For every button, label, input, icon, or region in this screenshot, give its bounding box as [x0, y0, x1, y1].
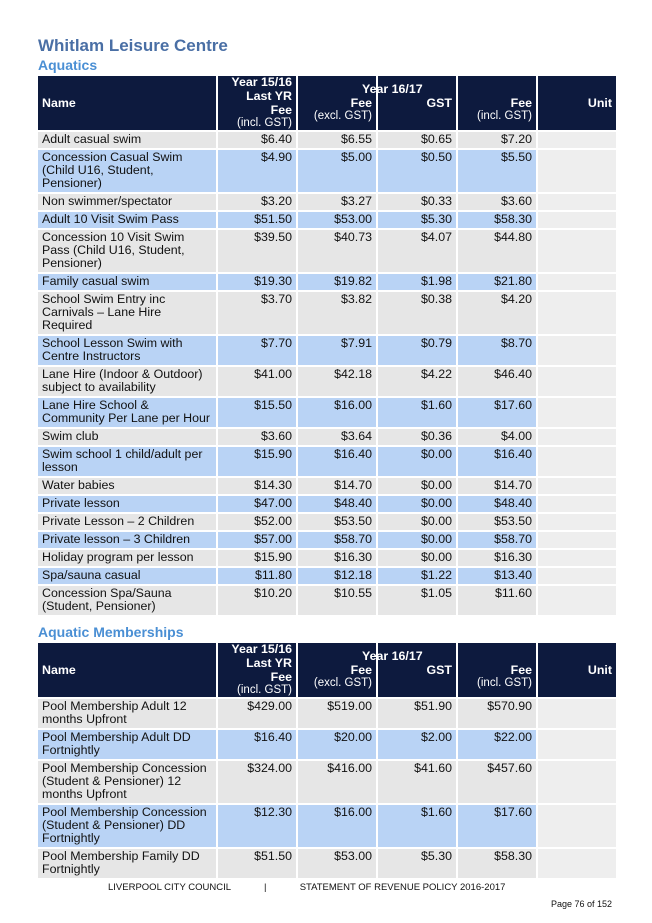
- cell-name: Concession Spa/Sauna (Student, Pensioner): [38, 586, 216, 615]
- column-header-fee-incl: Fee (incl. GST): [458, 643, 536, 697]
- cell-name: Pool Membership Concession (Student & Pensioner) DD Fortnightly: [38, 805, 216, 847]
- column-header-fee-excl: Fee (excl. GST): [298, 643, 376, 697]
- cell-fee-excl-gst: $20.00: [298, 730, 376, 759]
- cell-gst: $1.98: [378, 274, 456, 290]
- cell-unit: [538, 230, 616, 272]
- cell-gst: $4.07: [378, 230, 456, 272]
- cell-unit: [538, 849, 616, 878]
- cell-last-yr-fee: $19.30: [218, 274, 296, 290]
- cell-gst: $0.00: [378, 532, 456, 548]
- cell-fee-incl-gst: $58.30: [458, 212, 536, 228]
- cell-unit: [538, 496, 616, 512]
- cell-last-yr-fee: $3.70: [218, 292, 296, 334]
- cell-gst: $1.05: [378, 586, 456, 615]
- cell-gst: $2.00: [378, 730, 456, 759]
- cell-fee-excl-gst: $58.70: [298, 532, 376, 548]
- cell-fee-incl-gst: $44.80: [458, 230, 536, 272]
- cell-gst: $0.00: [378, 478, 456, 494]
- cell-unit: [538, 212, 616, 228]
- table-row: [38, 194, 616, 210]
- table-header-row: [38, 76, 616, 130]
- cell-fee-excl-gst: $48.40: [298, 496, 376, 512]
- table-row: [38, 336, 616, 365]
- cell-last-yr-fee: $52.00: [218, 514, 296, 530]
- column-header-unit: Unit: [538, 76, 616, 130]
- table-row: [38, 212, 616, 228]
- cell-fee-excl-gst: $53.00: [298, 212, 376, 228]
- cell-last-yr-fee: $51.50: [218, 212, 296, 228]
- column-header-gst: Year 16/17 GST: [378, 76, 456, 130]
- table-row: [38, 478, 616, 494]
- cell-unit: [538, 532, 616, 548]
- table-row: [38, 761, 616, 803]
- cell-last-yr-fee: $429.00: [218, 699, 296, 728]
- year-1617-label: Year 16/17: [362, 649, 423, 663]
- cell-unit: [538, 478, 616, 494]
- cell-unit: [538, 274, 616, 290]
- cell-unit: [538, 398, 616, 427]
- cell-last-yr-fee: $51.50: [218, 849, 296, 878]
- document-page: [38, 36, 614, 880]
- cell-last-yr-fee: $324.00: [218, 761, 296, 803]
- column-header-fee-excl: Fee (excl. GST): [298, 76, 376, 130]
- footer-council-name: LIVERPOOL CITY COUNCIL: [108, 882, 231, 893]
- cell-gst: $1.22: [378, 568, 456, 584]
- cell-fee-incl-gst: $4.00: [458, 429, 536, 445]
- column-header-last-yr-fee: Year 15/16 Last YR Fee (incl. GST): [218, 76, 296, 130]
- cell-gst: $5.30: [378, 849, 456, 878]
- cell-fee-incl-gst: $17.60: [458, 805, 536, 847]
- cell-unit: [538, 429, 616, 445]
- cell-fee-incl-gst: $21.80: [458, 274, 536, 290]
- cell-fee-incl-gst: $48.40: [458, 496, 536, 512]
- cell-fee-incl-gst: $570.90: [458, 699, 536, 728]
- cell-name: Lane Hire (Indoor & Outdoor) subject to availability: [38, 367, 216, 396]
- cell-name: Concession 10 Visit Swim Pass (Child U16, Student, Pensioner): [38, 230, 216, 272]
- cell-fee-incl-gst: $17.60: [458, 398, 536, 427]
- cell-fee-incl-gst: $11.60: [458, 586, 536, 615]
- cell-name: Non swimmer/spectator: [38, 194, 216, 210]
- cell-last-yr-fee: $7.70: [218, 336, 296, 365]
- column-header-unit: Unit: [538, 643, 616, 697]
- cell-gst: $1.60: [378, 805, 456, 847]
- cell-unit: [538, 730, 616, 759]
- cell-gst: $0.36: [378, 429, 456, 445]
- cell-name: Swim club: [38, 429, 216, 445]
- cell-last-yr-fee: $11.80: [218, 568, 296, 584]
- footer-separator: |: [263, 882, 267, 893]
- cell-name: Swim school 1 child/adult per lesson: [38, 447, 216, 476]
- cell-gst: $0.65: [378, 132, 456, 148]
- cell-fee-incl-gst: $58.30: [458, 849, 536, 878]
- cell-name: Private Lesson – 2 Children: [38, 514, 216, 530]
- cell-last-yr-fee: $15.50: [218, 398, 296, 427]
- cell-fee-incl-gst: $8.70: [458, 336, 536, 365]
- cell-fee-incl-gst: $7.20: [458, 132, 536, 148]
- table-row: [38, 514, 616, 530]
- cell-fee-excl-gst: $53.50: [298, 514, 376, 530]
- cell-last-yr-fee: $3.60: [218, 429, 296, 445]
- cell-fee-incl-gst: $457.60: [458, 761, 536, 803]
- cell-name: Concession Casual Swim (Child U16, Student, Pensioner): [38, 150, 216, 192]
- column-header-name: Name: [38, 76, 216, 130]
- cell-gst: $0.00: [378, 550, 456, 566]
- cell-fee-incl-gst: $16.30: [458, 550, 536, 566]
- cell-fee-excl-gst: $14.70: [298, 478, 376, 494]
- column-header-gst: Year 16/17 GST: [378, 643, 456, 697]
- cell-fee-excl-gst: $53.00: [298, 849, 376, 878]
- cell-unit: [538, 586, 616, 615]
- cell-name: Private lesson: [38, 496, 216, 512]
- cell-name: Holiday program per lesson: [38, 550, 216, 566]
- cell-last-yr-fee: $14.30: [218, 478, 296, 494]
- table-row: [38, 292, 616, 334]
- section-heading-aquatics: Aquatics: [38, 57, 98, 73]
- cell-fee-excl-gst: $5.00: [298, 150, 376, 192]
- cell-fee-incl-gst: $3.60: [458, 194, 536, 210]
- cell-last-yr-fee: $10.20: [218, 586, 296, 615]
- cell-unit: [538, 194, 616, 210]
- cell-gst: $0.79: [378, 336, 456, 365]
- table-row: [38, 550, 616, 566]
- cell-unit: [538, 336, 616, 365]
- cell-gst: $0.33: [378, 194, 456, 210]
- cell-fee-excl-gst: $6.55: [298, 132, 376, 148]
- cell-unit: [538, 150, 616, 192]
- cell-fee-excl-gst: $3.82: [298, 292, 376, 334]
- cell-name: Pool Membership Adult DD Fortnightly: [38, 730, 216, 759]
- table-row: [38, 699, 616, 728]
- cell-fee-excl-gst: $10.55: [298, 586, 376, 615]
- cell-name: School Lesson Swim with Centre Instructors: [38, 336, 216, 365]
- table-row: [38, 398, 616, 427]
- cell-name: Adult 10 Visit Swim Pass: [38, 212, 216, 228]
- cell-unit: [538, 568, 616, 584]
- cell-name: Water babies: [38, 478, 216, 494]
- cell-name: Pool Membership Family DD Fortnightly: [38, 849, 216, 878]
- page-number: Page 76 of 152: [550, 899, 612, 909]
- cell-fee-excl-gst: $42.18: [298, 367, 376, 396]
- memberships-table-body: [38, 699, 616, 878]
- cell-last-yr-fee: $12.30: [218, 805, 296, 847]
- cell-unit: [538, 367, 616, 396]
- column-header-last-yr-fee: Year 15/16 Last YR Fee (incl. GST): [218, 643, 296, 697]
- cell-unit: [538, 550, 616, 566]
- cell-gst: $0.00: [378, 496, 456, 512]
- cell-name: Pool Membership Adult 12 months Upfront: [38, 699, 216, 728]
- cell-name: Private lesson – 3 Children: [38, 532, 216, 548]
- cell-fee-excl-gst: $12.18: [298, 568, 376, 584]
- cell-gst: $0.00: [378, 447, 456, 476]
- cell-last-yr-fee: $41.00: [218, 367, 296, 396]
- table-row: [38, 586, 616, 615]
- table-row: [38, 532, 616, 548]
- cell-unit: [538, 699, 616, 728]
- aquatics-table-body: [38, 132, 616, 615]
- cell-last-yr-fee: $6.40: [218, 132, 296, 148]
- cell-last-yr-fee: $4.90: [218, 150, 296, 192]
- column-header-name: Name: [38, 643, 216, 697]
- cell-gst: $41.60: [378, 761, 456, 803]
- cell-name: Lane Hire School & Community Per Lane per Hour: [38, 398, 216, 427]
- cell-name: Family casual swim: [38, 274, 216, 290]
- aquatics-fee-table: [36, 74, 618, 617]
- table-row: [38, 849, 616, 878]
- table-row: [38, 150, 616, 192]
- cell-fee-excl-gst: $16.40: [298, 447, 376, 476]
- table-row: [38, 429, 616, 445]
- cell-gst: $5.30: [378, 212, 456, 228]
- column-header-fee-incl: Fee (incl. GST): [458, 76, 536, 130]
- cell-fee-excl-gst: $40.73: [298, 230, 376, 272]
- cell-gst: $0.00: [378, 514, 456, 530]
- cell-unit: [538, 447, 616, 476]
- cell-unit: [538, 292, 616, 334]
- cell-fee-excl-gst: $16.00: [298, 398, 376, 427]
- memberships-fee-table: [36, 641, 618, 880]
- cell-fee-excl-gst: $416.00: [298, 761, 376, 803]
- cell-last-yr-fee: $15.90: [218, 550, 296, 566]
- cell-fee-incl-gst: $14.70: [458, 478, 536, 494]
- page-title: Whitlam Leisure Centre: [38, 36, 228, 55]
- cell-unit: [538, 514, 616, 530]
- cell-fee-incl-gst: $46.40: [458, 367, 536, 396]
- cell-unit: [538, 761, 616, 803]
- cell-fee-excl-gst: $3.64: [298, 429, 376, 445]
- cell-last-yr-fee: $15.90: [218, 447, 296, 476]
- cell-fee-incl-gst: $58.70: [458, 532, 536, 548]
- table-row: [38, 568, 616, 584]
- cell-fee-excl-gst: $519.00: [298, 699, 376, 728]
- cell-gst: $0.38: [378, 292, 456, 334]
- table-row: [38, 805, 616, 847]
- table-row: [38, 230, 616, 272]
- cell-name: School Swim Entry inc Carnivals – Lane Hire Required: [38, 292, 216, 334]
- cell-fee-excl-gst: $16.30: [298, 550, 376, 566]
- cell-last-yr-fee: $3.20: [218, 194, 296, 210]
- cell-fee-incl-gst: $4.20: [458, 292, 536, 334]
- table-header-row: [38, 643, 616, 697]
- cell-last-yr-fee: $39.50: [218, 230, 296, 272]
- cell-unit: [538, 805, 616, 847]
- table-row: [38, 496, 616, 512]
- section-heading-memberships: Aquatic Memberships: [38, 624, 184, 640]
- table-row: [38, 132, 616, 148]
- table-row: [38, 367, 616, 396]
- cell-fee-incl-gst: $5.50: [458, 150, 536, 192]
- cell-fee-excl-gst: $3.27: [298, 194, 376, 210]
- cell-fee-incl-gst: $16.40: [458, 447, 536, 476]
- cell-gst: $0.50: [378, 150, 456, 192]
- cell-fee-incl-gst: $22.00: [458, 730, 536, 759]
- cell-last-yr-fee: $16.40: [218, 730, 296, 759]
- cell-gst: $51.90: [378, 699, 456, 728]
- cell-name: Adult casual swim: [38, 132, 216, 148]
- cell-fee-incl-gst: $53.50: [458, 514, 536, 530]
- cell-last-yr-fee: $47.00: [218, 496, 296, 512]
- cell-name: Pool Membership Concession (Student & Pensioner) 12 months Upfront: [38, 761, 216, 803]
- table-row: [38, 447, 616, 476]
- cell-gst: $4.22: [378, 367, 456, 396]
- cell-last-yr-fee: $57.00: [218, 532, 296, 548]
- footer-document-title: STATEMENT OF REVENUE POLICY 2016-2017: [299, 882, 506, 893]
- table-row: [38, 730, 616, 759]
- cell-fee-excl-gst: $16.00: [298, 805, 376, 847]
- cell-fee-excl-gst: $7.91: [298, 336, 376, 365]
- cell-fee-excl-gst: $19.82: [298, 274, 376, 290]
- cell-gst: $1.60: [378, 398, 456, 427]
- year-1617-label: Year 16/17: [362, 82, 423, 96]
- cell-fee-incl-gst: $13.40: [458, 568, 536, 584]
- cell-name: Spa/sauna casual: [38, 568, 216, 584]
- cell-unit: [538, 132, 616, 148]
- table-row: [38, 274, 616, 290]
